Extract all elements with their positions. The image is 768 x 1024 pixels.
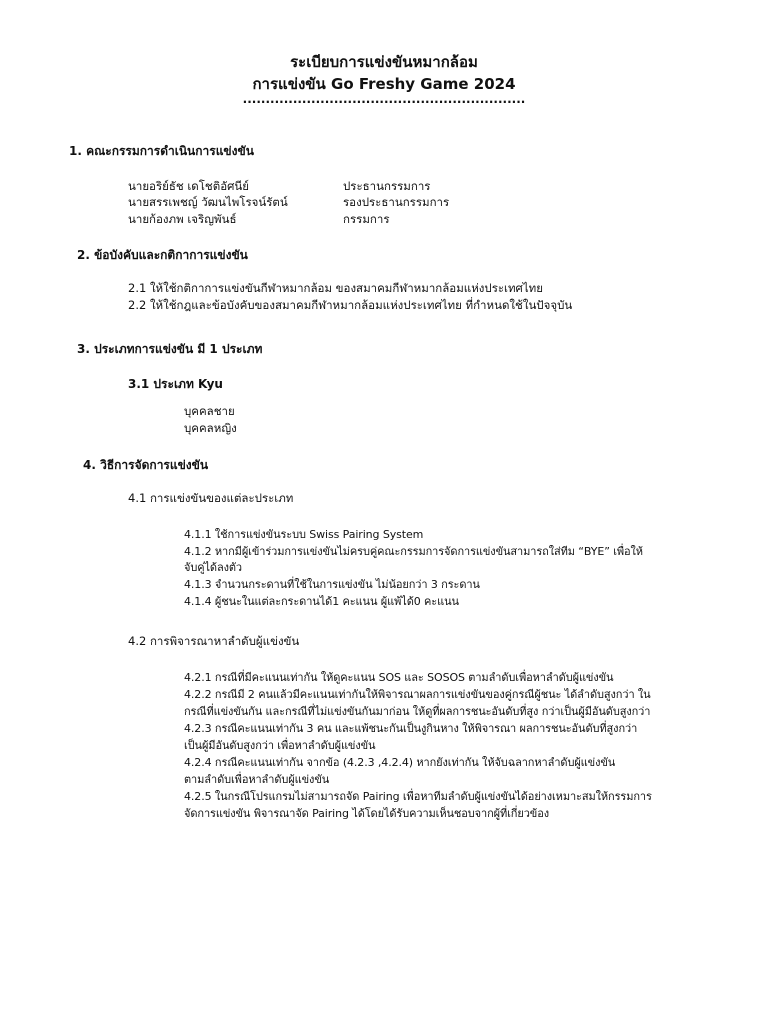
ranking-line: 4.2.5 ในกรณีโปรแกรมไม่สามารถจัด Pairing เพื่อหาทีมลำดับผู้แข่งขันได้อย่างเหมาะสมให้กรรมการ: [184, 790, 652, 803]
committee-member-name: นายสรรเพชญ์ วัฒนไพโรจน์รัตน์: [128, 195, 288, 209]
committee-member-role: รองประธานกรรมการ: [343, 195, 450, 209]
rule-item: 2.2 ให้ใช้กฎและข้อบังคับของสมาคมกีฬาหมากล้อมแห่งประเทศไทย ที่กำหนดใช้ในปัจจุบัน: [128, 298, 573, 312]
section1-heading: 1. คณะกรรมการดำเนินการแข่งขัน: [69, 144, 254, 158]
category-item: บุคคลหญิง: [184, 421, 237, 435]
document-subtitle: การแข่งขัน Go Freshy Game 2024: [252, 75, 516, 93]
ranking-line: 4.2.4 กรณีคะแนนเท่ากัน จากข้อ (4.2.3 ,4.2.4) หากยังเท่ากัน ให้จับฉลากหาลำดับผู้แข่งขัน: [184, 756, 616, 769]
title-dotted-divider: ..............................................................: [242, 92, 526, 106]
document-title: ระเบียบการแข่งขันหมากล้อม: [290, 53, 478, 71]
category-item: บุคคลชาย: [184, 404, 235, 418]
ranking-line: ตามลำดับเพื่อหาลำดับผู้แข่งขัน: [184, 773, 330, 786]
section3-heading: 3. ประเภทการแข่งขัน มี 1 ประเภท: [77, 342, 263, 356]
section4-subheading-2: 4.2 การพิจารณาหาลำดับผู้แข่งขัน: [128, 634, 300, 648]
committee-member-role: ประธานกรรมการ: [343, 179, 431, 193]
committee-member-name: นายอริย์ธัช เดโชติอัศนีย์: [128, 179, 250, 193]
method-line: 4.1.1 ใช้การแข่งขันระบบ Swiss Pairing System: [184, 528, 424, 541]
ranking-line: 4.2.2 กรณีมี 2 คนแล้วมีคะแนนเท่ากันให้พิจารณาผลการแข่งขันของคู่กรณีผู้ชนะ ได้ลำดับสูงกว่า ใน: [184, 688, 651, 701]
committee-member-role: กรรมการ: [343, 212, 390, 226]
method-line: 4.1.4 ผู้ชนะในแต่ละกระดานได้1 คะแนน ผู้แพ้ได้0 คะแนน: [184, 595, 459, 608]
ranking-line: 4.2.3 กรณีคะแนนเท่ากัน 3 คน และแพ้ชนะกันเป็นงูกินหาง ให้พิจารณา ผลการชนะอันดับที่สูงกว่า: [184, 722, 638, 735]
section2-heading: 2. ข้อบังคับและกติกาการแข่งขัน: [77, 248, 248, 262]
ranking-line: จัดการแข่งขัน พิจารณาจัด Pairing ได้โดยได้รับความเห็นชอบจากผู้ที่เกี่ยวข้อง: [184, 807, 549, 820]
ranking-line: เป็นผู้มีอันดับสูงกว่า เพื่อหาลำดับผู้แข่งขัน: [184, 739, 376, 752]
section4-subheading-1: 4.1 การแข่งขันของแต่ละประเภท: [128, 491, 294, 505]
section3-subheading: 3.1 ประเภท Kyu: [128, 377, 223, 391]
method-line: จับคู่ได้ลงตัว: [184, 561, 242, 574]
method-line: 4.1.2 หากมีผู้เข้าร่วมการแข่งขันไม่ครบคู่คณะกรรมการจัดการแข่งขันสามารถใส่ทีม “BYE” เพื่อให้: [184, 545, 643, 558]
committee-member-name: นายก้องภพ เจริญพันธ์: [128, 212, 237, 226]
ranking-line: 4.2.1 กรณีที่มีคะแนนเท่ากัน ให้ดูคะแนน SOS และ SOSOS ตามลำดับเพื่อหาลำดับผู้แข่งขัน: [184, 671, 614, 684]
method-line: 4.1.3 จำนวนกระดานที่ใช้ในการแข่งขัน ไม่น้อยกว่า 3 กระดาน: [184, 578, 480, 591]
ranking-line: กรณีที่แข่งขันกัน และกรณีที่ไม่แข่งขันกันมาก่อน ให้ดูที่ผลการชนะอันดับที่สูง กว่าเป็นผู้มีอันดับสูงกว่า: [184, 705, 651, 718]
section4-heading: 4. วิธีการจัดการแข่งขัน: [83, 458, 209, 472]
rule-item: 2.1 ให้ใช้กติกาการแข่งขันกีฬาหมากล้อม ของสมาคมกีฬาหมากล้อมแห่งประเทศไทย: [128, 281, 543, 295]
